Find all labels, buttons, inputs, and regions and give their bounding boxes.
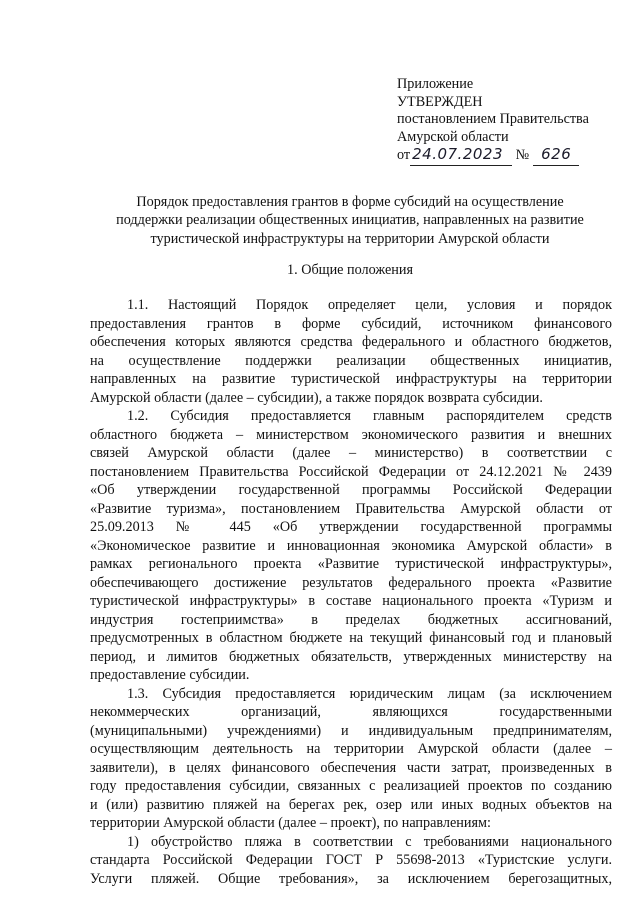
text-line: направленных на развитие туристической инфраструктуры на территории bbox=[90, 371, 612, 387]
appendix-label: Приложение bbox=[397, 76, 474, 92]
handwritten-date: 24.07.2023 bbox=[412, 145, 503, 164]
date-number-line bbox=[397, 146, 627, 166]
text-line: «Об утверждении государственной программы Российской Федерации bbox=[90, 482, 612, 498]
text-line: и (или) развитию пляжей на берегах рек, озер или иных водных объектов на bbox=[90, 796, 612, 813]
text-line: «Экономическое развитие и инновационная экономика Амурской области» в bbox=[90, 537, 612, 554]
text-line: году предоставления субсидии, связанных с реализацией проектов по созданию bbox=[90, 778, 612, 794]
section-heading: 1. Общие положения bbox=[287, 262, 413, 278]
list-item-1 bbox=[90, 833, 612, 889]
text-line: некоммерческих организаций, являющихся государственными bbox=[90, 704, 612, 720]
text-line: обеспечивающего достижение результатов федерального проекта «Развитие bbox=[90, 574, 612, 591]
region-label: Амурской области bbox=[397, 128, 509, 145]
text-line: (муниципальными) учреждениями) и индивидуальным предпринимателям, bbox=[90, 722, 612, 739]
text-line: обеспечения которых являются средства федерального и областного бюджетов, bbox=[90, 334, 612, 350]
text-line: индустрия гостеприимства» в пределах бюджетных ассигнований, bbox=[90, 611, 612, 628]
text-line: осуществляющим деятельность на территории Амурской области (далее – bbox=[90, 741, 612, 757]
text-line: туристической инфраструктуры» в составе национального проекта «Туризм и bbox=[90, 593, 612, 609]
text-line: 1) обустройство пляжа в соответствии с требованиями национального bbox=[127, 833, 612, 850]
text-line: постановлением Правительства Российской Федерации от 24.12.2021 № 2439 bbox=[90, 463, 612, 480]
text-line: Услуги пляжей. Общие требования», за исключением берегозащитных, bbox=[90, 870, 612, 887]
text-line: рамках регионального проекта «Развитие туристической инфраструктуры», bbox=[90, 556, 612, 572]
handwritten-number: 626 bbox=[541, 145, 572, 164]
approval-header bbox=[397, 76, 627, 166]
text-line: Амурской области (далее – субсидии), а также порядок возврата субсидии. bbox=[90, 389, 543, 406]
text-line: на осуществление поддержки реализации общественных инициатив, bbox=[90, 352, 612, 369]
text-line: «Развитие туризма», постановлением Правительства Амурской области от bbox=[90, 500, 612, 517]
title-line: туристической инфраструктуры на территории Амурской области bbox=[150, 230, 550, 247]
number-prefix: № bbox=[515, 147, 530, 164]
title-line: поддержки реализации общественных инициатив, направленных на развитие bbox=[116, 212, 584, 229]
text-line: 25.09.2013 № 445 «Об утверждении государственной программы bbox=[90, 519, 612, 535]
text-line: предоставление субсидии. bbox=[90, 667, 250, 683]
paragraph-1-1 bbox=[90, 296, 612, 407]
approved-by-label: постановлением Правительства bbox=[397, 111, 589, 128]
text-line: связей Амурской области (далее – министерство) в соответствии с bbox=[90, 445, 612, 461]
text-line: 1.2. Субсидия предоставляется главным распорядителем средств bbox=[127, 408, 612, 424]
text-line: стандарта Российской Федерации ГОСТ Р 55698-2013 «Туристские услуги. bbox=[90, 852, 612, 868]
date-prefix: от bbox=[397, 147, 411, 164]
text-line: заявители), в целях финансового обеспечения части затрат, произведенных в bbox=[90, 759, 612, 776]
title-line: Порядок предоставления грантов в форме субсидий на осуществление bbox=[136, 194, 564, 210]
text-line: 1.3. Субсидия предоставляется юридическим лицам (за исключением bbox=[127, 685, 612, 702]
text-line: 1.1. Настоящий Порядок определяет цели, условия и порядок bbox=[127, 297, 612, 313]
document-body bbox=[90, 296, 612, 888]
text-line: предоставления грантов в форме субсидий, источником финансового bbox=[90, 315, 612, 332]
text-line: областного бюджета – министерством экономического развития и внешних bbox=[90, 426, 612, 443]
text-line: предусмотренных в областном бюджете на текущий финансовый год и плановый bbox=[90, 630, 612, 646]
document-title bbox=[60, 193, 640, 248]
paragraph-1-2 bbox=[90, 407, 612, 685]
text-line: период, и лимитов бюджетных обязательств, утвержденных министерству на bbox=[90, 648, 612, 665]
text-line: территории Амурской области (далее – проект), по направлениям: bbox=[90, 815, 491, 831]
paragraph-1-3 bbox=[90, 685, 612, 833]
approved-label: УТВЕРЖДЕН bbox=[397, 93, 483, 110]
